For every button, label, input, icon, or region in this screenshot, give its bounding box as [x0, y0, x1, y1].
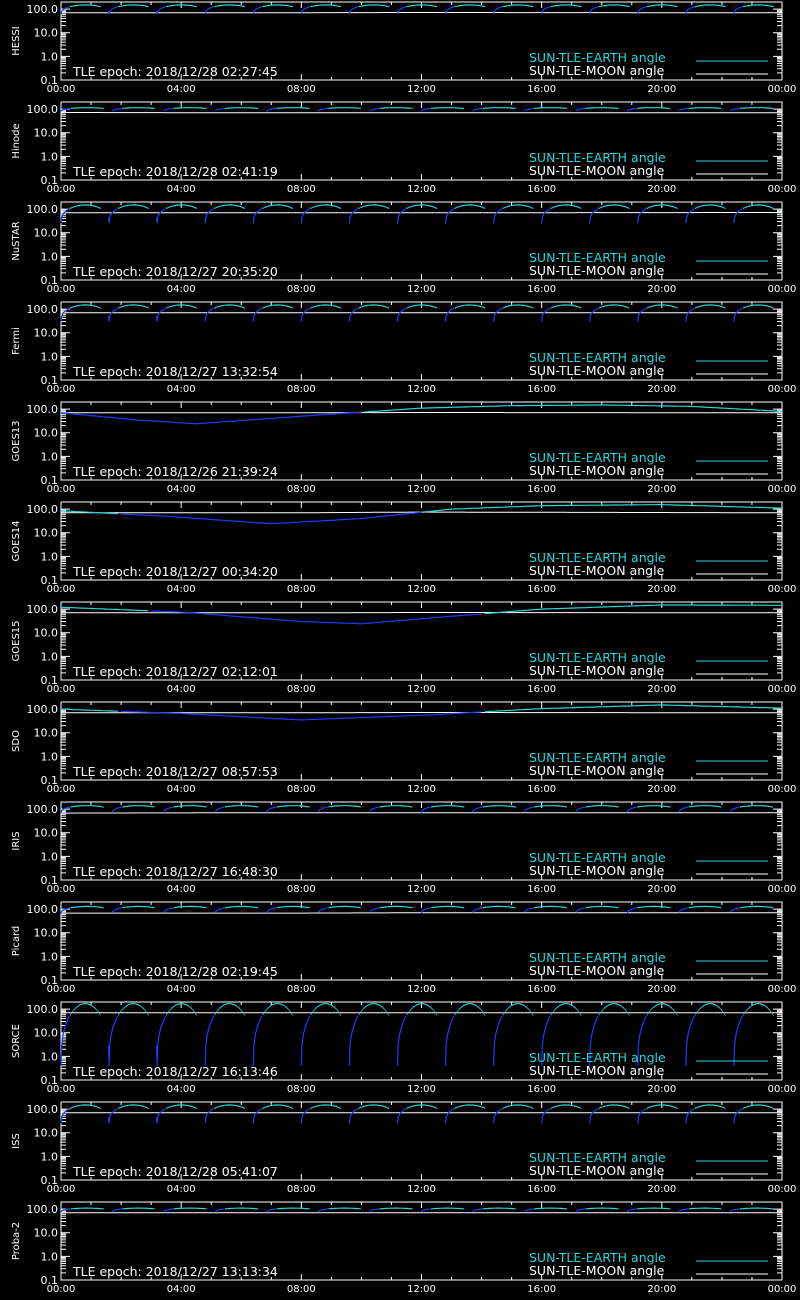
tle-epoch-label: TLE epoch: 2018/12/27 13:13:34 — [73, 1264, 278, 1279]
x-tick-label: 20:00 — [647, 1284, 677, 1295]
x-tick-label: 00:00 — [767, 384, 797, 395]
y-tick-label: 0.1 — [40, 74, 58, 87]
x-tick-label: 00:00 — [767, 1084, 797, 1095]
earth-occultation-series — [61, 1109, 782, 1124]
y-tick-label: 100.0 — [26, 703, 58, 717]
x-tick-label: 04:00 — [166, 1184, 196, 1195]
y-tick-label: 10.0 — [33, 1226, 58, 1240]
x-tick-label: 08:00 — [286, 684, 316, 695]
x-tick-label: 16:00 — [527, 384, 557, 395]
satellite-label: SORCE — [11, 1024, 22, 1058]
y-tick-label: 10.0 — [33, 1026, 58, 1040]
x-tick-label: 20:00 — [647, 284, 677, 295]
panel-goes15 — [0, 600, 800, 700]
earth-occultation-series — [61, 209, 782, 224]
x-tick-label: 20:00 — [647, 84, 677, 95]
x-tick-label: 16:00 — [527, 84, 557, 95]
legend-earth-label: SUN-TLE-EARTH angle — [529, 150, 666, 165]
x-tick-label: 20:00 — [647, 684, 677, 695]
y-tick-label: 100.0 — [26, 203, 58, 217]
x-tick-label: 04:00 — [166, 1084, 196, 1095]
angle-plot-iss — [0, 1100, 800, 1200]
x-tick-label: 00:00 — [767, 984, 797, 995]
satellite-label: ISS — [11, 1133, 22, 1149]
x-tick-label: 12:00 — [407, 1184, 436, 1195]
x-tick-label: 00:00 — [46, 684, 76, 695]
legend-earth-label: SUN-TLE-EARTH angle — [529, 250, 666, 265]
angle-plot-picard — [0, 900, 800, 1000]
x-tick-label: 12:00 — [407, 784, 436, 795]
x-tick-label: 20:00 — [647, 584, 677, 595]
legend-moon-label: SUN-TLE-MOON angle — [529, 863, 665, 878]
x-tick-label: 12:00 — [407, 584, 436, 595]
x-tick-label: 08:00 — [286, 484, 316, 495]
satellite-label: GOES14 — [11, 520, 22, 562]
y-tick-label: 1.0 — [40, 1250, 58, 1264]
panel-goes14 — [0, 500, 800, 600]
x-tick-label: 08:00 — [286, 784, 316, 795]
y-tick-label: 1.0 — [40, 850, 58, 864]
x-tick-label: 00:00 — [767, 884, 797, 895]
angle-plot-nustar — [0, 200, 800, 300]
angle-plot-sdo — [0, 700, 800, 800]
earth-angle-series — [364, 405, 782, 412]
x-tick-label: 12:00 — [407, 884, 436, 895]
satellite-label: SDO — [11, 730, 22, 752]
y-tick-label: 1.0 — [40, 1150, 58, 1164]
x-tick-label: 00:00 — [767, 1184, 797, 1195]
y-tick-label: 0.1 — [40, 874, 58, 887]
y-tick-label: 1.0 — [40, 350, 58, 364]
satellite-label: Picard — [11, 925, 22, 957]
panel-hinode — [0, 100, 800, 200]
x-tick-label: 04:00 — [166, 984, 196, 995]
y-tick-label: 10.0 — [33, 26, 58, 40]
y-tick-label: 1.0 — [40, 50, 58, 64]
tle-epoch-label: TLE epoch: 2018/12/26 21:39:24 — [73, 464, 278, 479]
y-tick-label: 0.1 — [40, 474, 58, 487]
x-tick-label: 00:00 — [767, 184, 797, 195]
x-tick-label: 04:00 — [166, 584, 196, 595]
x-tick-label: 00:00 — [46, 284, 76, 295]
tle-epoch-label: TLE epoch: 2018/12/27 20:35:20 — [73, 264, 278, 279]
x-tick-label: 16:00 — [527, 484, 557, 495]
x-tick-label: 00:00 — [767, 784, 797, 795]
x-tick-label: 00:00 — [46, 584, 76, 595]
y-tick-label: 1.0 — [40, 650, 58, 664]
x-tick-label: 00:00 — [46, 1184, 76, 1195]
legend-moon-label: SUN-TLE-MOON angle — [529, 563, 665, 578]
legend-earth-label: SUN-TLE-EARTH angle — [529, 450, 666, 465]
legend-earth-label: SUN-TLE-EARTH angle — [529, 850, 666, 865]
y-tick-label: 10.0 — [33, 326, 58, 340]
tle-epoch-label: TLE epoch: 2018/12/28 02:19:45 — [73, 964, 278, 979]
x-tick-label: 04:00 — [166, 884, 196, 895]
earth-occultation-series — [61, 308, 782, 321]
x-tick-label: 20:00 — [647, 784, 677, 795]
y-tick-label: 1.0 — [40, 150, 58, 164]
legend-earth-label: SUN-TLE-EARTH angle — [529, 1050, 666, 1065]
legend-earth-label: SUN-TLE-EARTH angle — [529, 650, 666, 665]
panel-fermi — [0, 300, 800, 400]
legend-moon-label: SUN-TLE-MOON angle — [529, 463, 665, 478]
y-tick-label: 1.0 — [40, 1050, 58, 1064]
x-tick-label: 08:00 — [286, 384, 316, 395]
x-tick-label: 04:00 — [166, 684, 196, 695]
legend-moon-label: SUN-TLE-MOON angle — [529, 663, 665, 678]
legend-earth-label: SUN-TLE-EARTH angle — [529, 350, 666, 365]
y-tick-label: 10.0 — [33, 626, 58, 640]
x-tick-label: 00:00 — [767, 684, 797, 695]
y-tick-label: 0.1 — [40, 1174, 58, 1187]
x-tick-label: 16:00 — [527, 1284, 557, 1295]
y-tick-label: 0.1 — [40, 274, 58, 287]
tle-epoch-label: TLE epoch: 2018/12/27 08:57:53 — [73, 764, 278, 779]
x-tick-label: 20:00 — [647, 384, 677, 395]
legend-earth-label: SUN-TLE-EARTH angle — [529, 1150, 666, 1165]
panel-iss — [0, 1100, 800, 1200]
legend-moon-label: SUN-TLE-MOON angle — [529, 63, 665, 78]
y-tick-label: 0.1 — [40, 1074, 58, 1087]
y-tick-label: 100.0 — [26, 903, 58, 917]
legend-moon-label: SUN-TLE-MOON angle — [529, 963, 665, 978]
x-tick-label: 04:00 — [166, 784, 196, 795]
y-tick-label: 10.0 — [33, 1126, 58, 1140]
y-tick-label: 10.0 — [33, 726, 58, 740]
y-tick-label: 1.0 — [40, 950, 58, 964]
x-tick-label: 20:00 — [647, 884, 677, 895]
y-tick-label: 1.0 — [40, 250, 58, 264]
x-tick-label: 16:00 — [527, 684, 557, 695]
x-tick-label: 00:00 — [767, 284, 797, 295]
x-tick-label: 08:00 — [286, 884, 316, 895]
panel-sdo — [0, 700, 800, 800]
x-tick-label: 08:00 — [286, 584, 316, 595]
x-tick-label: 08:00 — [286, 84, 316, 95]
earth-occultation-series — [121, 512, 421, 524]
y-tick-label: 1.0 — [40, 550, 58, 564]
x-tick-label: 00:00 — [46, 84, 76, 95]
legend-moon-label: SUN-TLE-MOON angle — [529, 263, 665, 278]
angle-plot-proba-2 — [0, 1200, 800, 1300]
satellite-label: Fermi — [11, 327, 22, 355]
x-tick-label: 08:00 — [286, 1284, 316, 1295]
y-tick-label: 1.0 — [40, 750, 58, 764]
x-tick-label: 12:00 — [407, 84, 436, 95]
x-tick-label: 16:00 — [527, 884, 557, 895]
x-tick-label: 00:00 — [46, 384, 76, 395]
legend-moon-label: SUN-TLE-MOON angle — [529, 363, 665, 378]
panel-hessi — [0, 0, 800, 100]
satellite-label: Hinode — [11, 123, 22, 159]
satellite-label: IRIS — [11, 831, 22, 851]
y-tick-label: 10.0 — [33, 526, 58, 540]
satellite-label: GOES13 — [11, 420, 22, 462]
x-tick-label: 20:00 — [647, 984, 677, 995]
tle-epoch-label: TLE epoch: 2018/12/27 16:48:30 — [73, 864, 278, 879]
angle-plot-hinode — [0, 100, 800, 200]
x-tick-label: 00:00 — [767, 584, 797, 595]
earth-occultation-series — [61, 1016, 782, 1066]
x-tick-label: 04:00 — [166, 184, 196, 195]
panel-picard — [0, 900, 800, 1000]
y-tick-label: 0.1 — [40, 974, 58, 987]
y-tick-label: 10.0 — [33, 926, 58, 940]
x-tick-label: 12:00 — [407, 684, 436, 695]
legend-earth-label: SUN-TLE-EARTH angle — [529, 750, 666, 765]
earth-occultation-series — [61, 108, 782, 111]
x-tick-label: 04:00 — [166, 1284, 196, 1295]
x-tick-label: 04:00 — [166, 384, 196, 395]
y-tick-label: 100.0 — [26, 403, 58, 417]
y-tick-label: 0.1 — [40, 674, 58, 687]
tle-epoch-label: TLE epoch: 2018/12/28 02:27:45 — [73, 64, 278, 79]
earth-angle-series — [71, 1208, 773, 1209]
x-tick-label: 08:00 — [286, 284, 316, 295]
y-tick-label: 10.0 — [33, 126, 58, 140]
x-tick-label: 16:00 — [527, 1184, 557, 1195]
y-tick-label: 0.1 — [40, 574, 58, 587]
legend-earth-label: SUN-TLE-EARTH angle — [529, 1250, 666, 1265]
y-tick-label: 0.1 — [40, 1274, 58, 1287]
tle-epoch-label: TLE epoch: 2018/12/28 05:41:07 — [73, 1164, 278, 1179]
satellite-label: NuSTAR — [11, 221, 22, 261]
x-tick-label: 08:00 — [286, 184, 316, 195]
legend-moon-label: SUN-TLE-MOON angle — [529, 1063, 665, 1078]
tle-epoch-label: TLE epoch: 2018/12/27 00:34:20 — [73, 564, 278, 579]
x-tick-label: 12:00 — [407, 1084, 436, 1095]
legend-earth-label: SUN-TLE-EARTH angle — [529, 950, 666, 965]
x-tick-label: 00:00 — [767, 1284, 797, 1295]
x-tick-label: 08:00 — [286, 1084, 316, 1095]
x-tick-label: 16:00 — [527, 1084, 557, 1095]
y-tick-label: 10.0 — [33, 226, 58, 240]
x-tick-label: 00:00 — [46, 884, 76, 895]
x-tick-label: 00:00 — [767, 84, 797, 95]
tle-epoch-label: TLE epoch: 2018/12/27 02:12:01 — [73, 664, 278, 679]
angle-plot-fermi — [0, 300, 800, 400]
panel-sorce — [0, 1000, 800, 1100]
y-tick-label: 1.0 — [40, 450, 58, 464]
x-tick-label: 16:00 — [527, 184, 557, 195]
tle-epoch-label: TLE epoch: 2018/12/27 16:13:46 — [73, 1064, 278, 1079]
panel-goes13 — [0, 400, 800, 500]
angle-plot-sorce — [0, 1000, 800, 1100]
x-tick-label: 04:00 — [166, 484, 196, 495]
y-tick-label: 100.0 — [26, 1003, 58, 1017]
satellite-label: Proba-2 — [11, 1221, 22, 1261]
y-tick-label: 100.0 — [26, 603, 58, 617]
y-tick-label: 100.0 — [26, 3, 58, 17]
y-tick-label: 100.0 — [26, 1203, 58, 1217]
satellite-label: HESSI — [11, 26, 22, 56]
angle-plot-iris — [0, 800, 800, 900]
x-tick-label: 16:00 — [527, 584, 557, 595]
panel-nustar — [0, 200, 800, 300]
y-tick-label: 100.0 — [26, 303, 58, 317]
earth-occultation-series — [61, 412, 361, 424]
x-tick-label: 20:00 — [647, 184, 677, 195]
x-tick-label: 12:00 — [407, 284, 436, 295]
x-tick-label: 00:00 — [767, 484, 797, 495]
earth-occultation-series — [61, 1209, 782, 1212]
y-tick-label: 100.0 — [26, 103, 58, 117]
y-tick-label: 10.0 — [33, 826, 58, 840]
y-tick-label: 100.0 — [26, 803, 58, 817]
legend-moon-label: SUN-TLE-MOON angle — [529, 1163, 665, 1178]
satellite-label: GOES15 — [11, 620, 22, 662]
panel-proba-2 — [0, 1200, 800, 1300]
x-tick-label: 12:00 — [407, 1284, 436, 1295]
x-tick-label: 16:00 — [527, 984, 557, 995]
x-tick-label: 12:00 — [407, 984, 436, 995]
angle-plot-hessi — [0, 0, 800, 100]
x-tick-label: 04:00 — [166, 284, 196, 295]
x-tick-label: 00:00 — [46, 484, 76, 495]
panel-iris — [0, 800, 800, 900]
x-tick-label: 00:00 — [46, 184, 76, 195]
x-tick-label: 20:00 — [647, 1084, 677, 1095]
y-tick-label: 0.1 — [40, 174, 58, 187]
x-tick-label: 08:00 — [286, 984, 316, 995]
legend-moon-label: SUN-TLE-MOON angle — [529, 1263, 665, 1278]
y-tick-label: 0.1 — [40, 374, 58, 387]
x-tick-label: 00:00 — [46, 784, 76, 795]
tle-epoch-label: TLE epoch: 2018/12/28 02:41:19 — [73, 164, 278, 179]
angle-plot-goes14 — [0, 500, 800, 600]
tle-epoch-label: TLE epoch: 2018/12/27 13:32:54 — [73, 364, 278, 379]
x-tick-label: 08:00 — [286, 1184, 316, 1195]
x-tick-label: 20:00 — [647, 484, 677, 495]
x-tick-label: 00:00 — [46, 984, 76, 995]
legend-earth-label: SUN-TLE-EARTH angle — [529, 550, 666, 565]
angle-plot-goes13 — [0, 400, 800, 500]
legend-moon-label: SUN-TLE-MOON angle — [529, 763, 665, 778]
x-tick-label: 16:00 — [527, 284, 557, 295]
legend-earth-label: SUN-TLE-EARTH angle — [529, 50, 666, 65]
y-tick-label: 100.0 — [26, 1103, 58, 1117]
angle-plot-goes15 — [0, 600, 800, 700]
legend-moon-label: SUN-TLE-MOON angle — [529, 163, 665, 178]
y-tick-label: 0.1 — [40, 774, 58, 787]
y-tick-label: 100.0 — [26, 503, 58, 517]
x-tick-label: 16:00 — [527, 784, 557, 795]
x-tick-label: 00:00 — [46, 1084, 76, 1095]
x-tick-label: 12:00 — [407, 384, 436, 395]
x-tick-label: 20:00 — [647, 1184, 677, 1195]
x-tick-label: 04:00 — [166, 84, 196, 95]
x-tick-label: 12:00 — [407, 184, 436, 195]
x-tick-label: 00:00 — [46, 1284, 76, 1295]
y-tick-label: 10.0 — [33, 426, 58, 440]
x-tick-label: 12:00 — [407, 484, 436, 495]
